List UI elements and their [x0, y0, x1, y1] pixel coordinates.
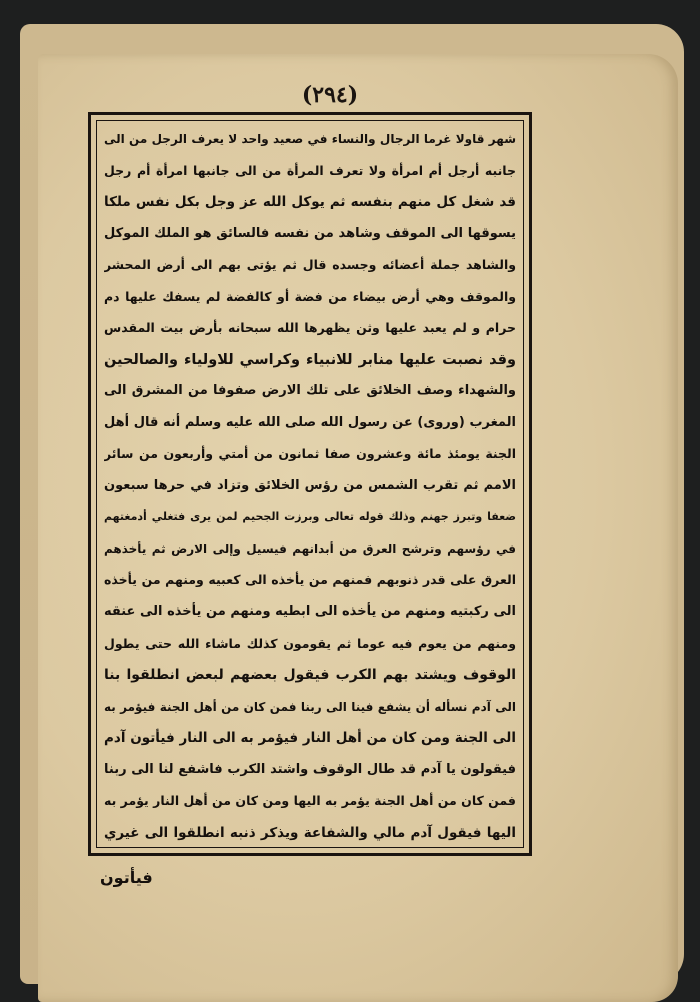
text-line: الوقوف ويشتد بهم الكرب فيقول بعضهم لبعض انطلقوا بنا [104, 667, 516, 684]
text-line: شهر قاولا غرما الرجال والنساء في صعيد واحد لا يعرف الرجل من الى [104, 132, 516, 146]
text-line: ومنهم من يعوم فيه عوما ثم يقومون كذلك ماشاء الله حتى يطول [104, 635, 516, 651]
text-line: قد شغل كل منهم بنفسه ثم يوكل الله عز وجل بكل نفس ملكا [104, 194, 516, 211]
text-line: الى ركبتيه ومنهم من يأخذه الى ابطيه ومنهم من يأخذه الى عنقه [104, 603, 516, 619]
text-line: جانبه أرجل أم امرأة ولا تعرف المرأة من الى جانبها امرأة أم رجل [104, 162, 516, 178]
text-line: فمن كان من أهل الجنة يؤمر به اليها ومن كان من أهل النار يؤمر به [104, 793, 516, 809]
text-line: فيقولون يا آدم قد طال الوقوف واشتد الكرب فاشفع لنا الى ربنا [104, 761, 516, 777]
text-line: اليها فيقول آدم مالي والشفاعة ويذكر ذنبه انطلقوا الى غيري [104, 824, 516, 841]
catchword: فيأتون [100, 868, 153, 887]
text-line: الجنة يومئذ مائة وعشرون صفا ثمانون من أمتي وأربعون من سائر [104, 446, 516, 462]
text-line: المغرب (وروى) عن رسول الله صلى الله عليه وسلم أنه قال أهل [104, 414, 516, 430]
text-block [104, 126, 516, 846]
text-line: يسوقها الى الموقف وشاهد من نفسه فالسائق هو الملك الموكل [104, 225, 516, 241]
text-line: والموقف وهي أرض بيضاء من فضة أو كالفضة لم يسفك عليها دم [104, 288, 516, 304]
text-line: حرام و لم يعبد عليها وثن يظهرها الله سبحانه بأرض بيت المقدس [104, 320, 516, 336]
text-line: وقد نصبت عليها منابر للانبياء وكراسي للاولياء والصالحين [104, 351, 516, 368]
text-line: الى آدم نسأله أن يشفع فينا الى ربنا فمن كان من أهل الجنة فيؤمر به [104, 699, 516, 714]
text-line: والشاهد جملة أعضائه وجسده قال ثم يؤتى بهم الى أرض المحشر [104, 257, 516, 273]
text-line: الى الجنة ومن كان من أهل النار فيؤمر به الى النار فيأتون آدم [104, 730, 516, 747]
text-line: العرق على قدر ذنوبهم فمنهم من يأخذه الى كعبيه ومنهم من يأخذه [104, 572, 516, 588]
text-line: الامم ثم تقرب الشمس من رؤس الخلائق وتزاد في حرها سبعون [104, 477, 516, 493]
text-line: في رؤسهم وترشح العرق من أبدانهم فيسيل وإلى الارض ثم يأخذهم [104, 541, 516, 556]
page-number: (٢٩٤) [301, 82, 359, 108]
text-line: والشهداء وصف الخلائق على تلك الارض صفوفا من المشرق الى [104, 383, 516, 399]
text-line: ضعفا وتبرز جهنم وذلك قوله تعالى وبرزت الجحيم لمن يرى فتغلي أدمغتهم [104, 510, 516, 524]
